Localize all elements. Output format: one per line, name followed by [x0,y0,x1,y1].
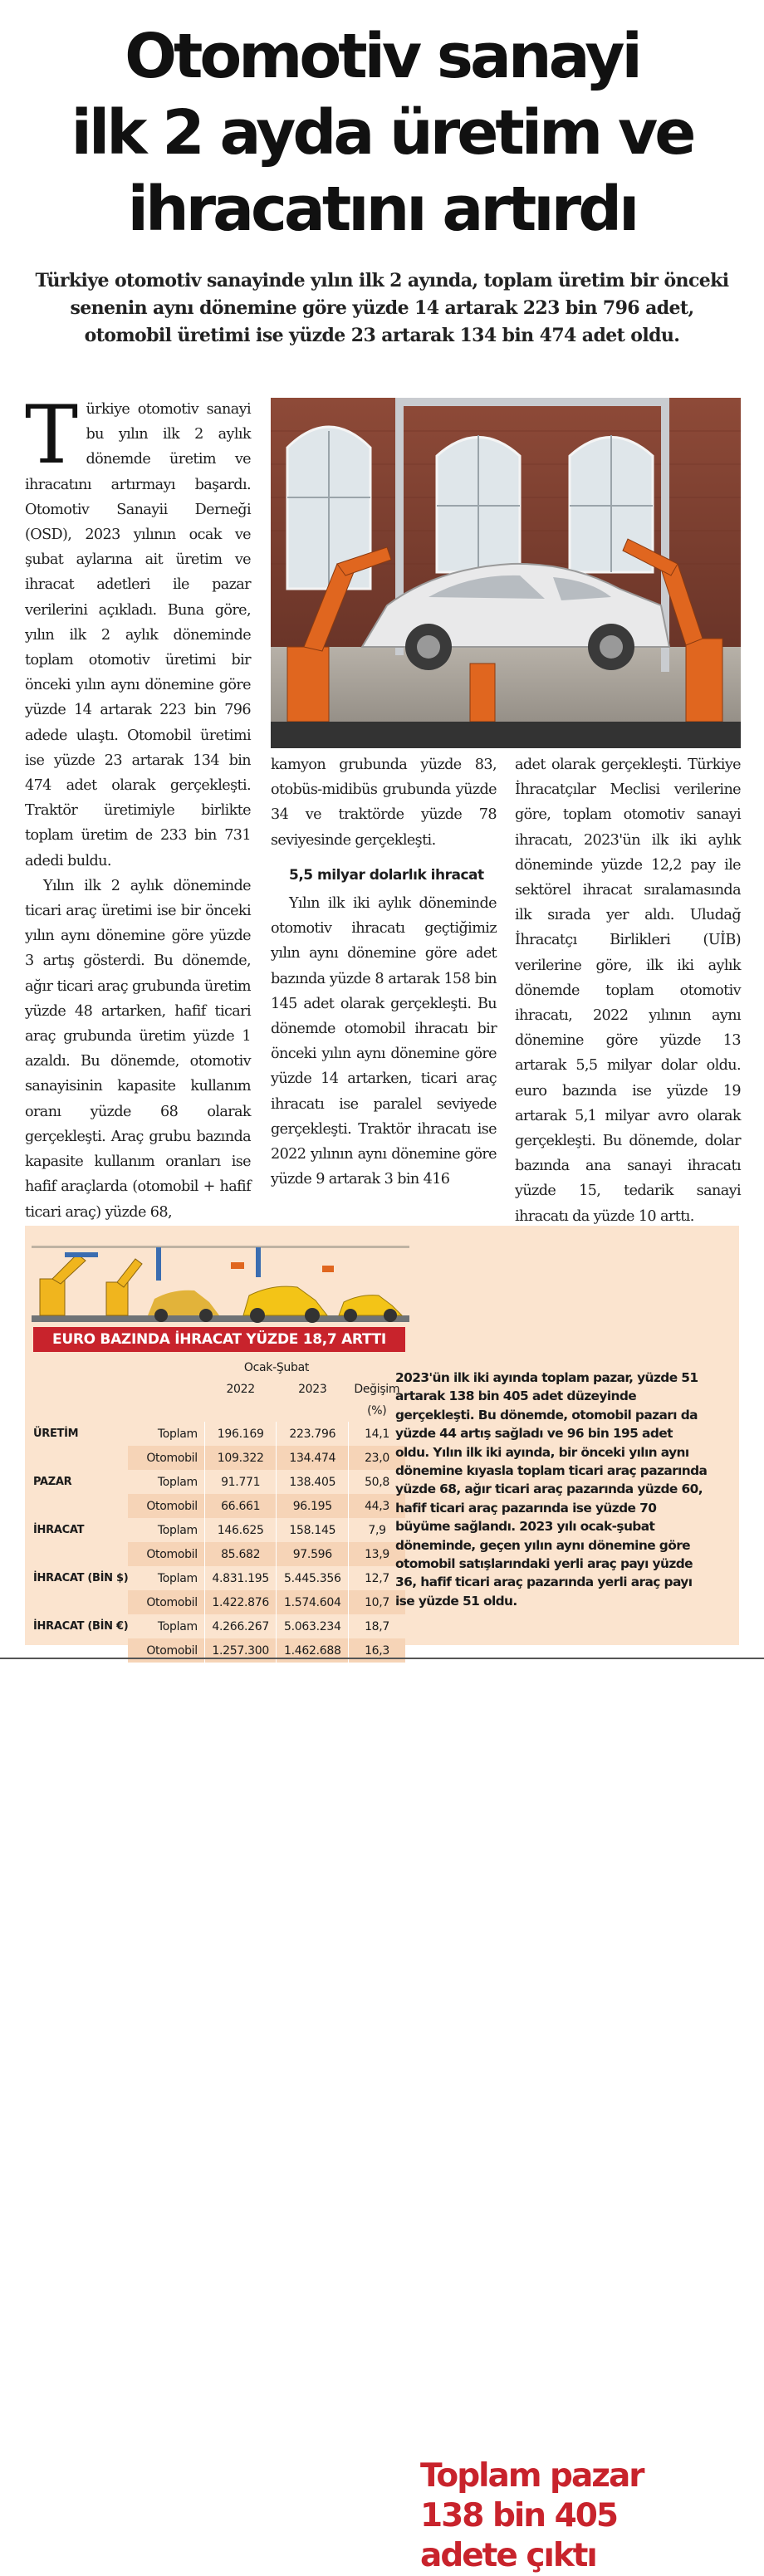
row-group-label: İHRACAT (BİN €) [33,1620,129,1633]
article-column-2 [271,752,497,1192]
row-group-label: ÜRETİM [33,1428,79,1440]
value-change: 12,7 [349,1566,405,1590]
value-2023: 1.462.688 [277,1638,349,1663]
row-sub-label: Toplam [157,1571,198,1585]
value-2022: 4.266.267 [204,1614,277,1638]
value-2022: 1.257.300 [204,1638,277,1663]
value-2023: 5.063.234 [277,1614,349,1638]
value-2022: 196.169 [204,1422,277,1446]
value-change: 10,7 [349,1590,405,1614]
table-header-period [33,1357,405,1379]
headline-line-3: ihracatını artırdı [127,174,637,245]
paragraph-1-text: ürkiye otomotiv sanayi bu yılın ilk 2 aylık dönemde üretim ve ihracatını artırmayı başardı. Otomotiv Sanayii Derneği (OSD), 2023 yılının ocak ve şubat aylarına ait üretim ve ihracat adetleri ile pazar verilerini açıkladı. Buna göre, yılın ilk 2 aylık döneminde toplam otomotiv üretimi bir önceki yılın aynı dönemine göre yüzde 14 artarak 223 bin 796 adede ulaştı. Otomobil üretimi ise yüzde 23 artarak 134 bin 474 adet olarak gerçekleşti. Traktör üretimiyle birlikte toplam üretim de 233 bin 731 adedi buldu. [25,401,251,869]
row-sub-label: Otomobil [128,1542,204,1566]
table-row [33,1590,405,1614]
row-group-label [33,1494,128,1518]
paragraph-4: Yılın ilk iki aylık döneminde otomotiv ihracatı geçtiğimiz yılın aynı dönemine göre adet bazında yüzde 8 artarak 158 bin 145 adet olarak gerçekleşti. Bu dönemde otomobil ihracatı bir önceki yılın aynı dönemine göre yüzde 14 artarken, ticari araç ihracatı ise paralel seviyede gerçekleşti. Traktör ihracatı ise 2022 yılının aynı dönemine göre yüzde 9 artarak 3 bin 416 [271,895,497,1188]
value-2023: 96.195 [277,1494,349,1518]
value-change: 18,7 [349,1614,405,1638]
row-sub-label: Toplam [157,1475,198,1489]
subheading-export: 5,5 milyar dolarlık ihracat [289,866,484,884]
row-sub-label: Otomobil [128,1590,204,1614]
value-2023: 1.574.604 [277,1590,349,1614]
value-change: 44,3 [349,1494,405,1518]
sidebar-title-line-1: Toplam pazar [420,2457,644,2495]
value-change: 13,9 [349,1542,405,1566]
row-sub-label: Toplam [157,1523,198,1537]
article-column-3 [515,752,741,1229]
row-sub-label: Toplam [157,1427,198,1441]
paragraph-3: kamyon grubunda yüzde 83, otobüs-midibüs grubunda yüzde 34 ve traktörde yüzde 78 seviyesinde gerçekleşti. [271,757,497,849]
value-2022: 146.625 [204,1518,277,1542]
period-label: Ocak-Şubat [243,1361,310,1374]
value-2023: 134.474 [277,1446,349,1470]
row-group-label: İHRACAT [33,1524,85,1536]
value-2023: 158.145 [277,1518,349,1542]
value-2022: 1.422.876 [204,1590,277,1614]
sidebar-title [420,2456,736,2576]
row-sub-label: Otomobil [128,1446,204,1470]
row-sub-label: Otomobil [128,1638,204,1663]
deck-summary: Türkiye otomotiv sanayinde yılın ilk 2 ayında, toplam üretim bir önceki senenin aynı dönemine göre yüzde 14 artarak 223 bin 796 adet, otomobil üretimi ise yüzde 23 artarak 134 bin 474 adet oldu. [35,270,729,346]
table-row [33,1566,405,1590]
table-row [33,1422,405,1446]
table-header-years [33,1379,405,1400]
value-2023: 138.405 [277,1470,349,1494]
assembly-line-illustration [32,1229,409,1330]
value-change: 16,3 [349,1638,405,1663]
paragraph-2: Yılın ilk 2 aylık döneminde ticari araç üretimi ise bir önceki yılın aynı dönemine göre yüzde 3 artış gösterdi. Bu dönemde, ağır ticari araç grubunda üretim yüzde 48 artarken, hafif ticari araç grubunda üretim yüzde 1 azaldı. Bu dönemde, otomotiv sanayisinin kapasite kullanım oranı yüzde 68 olarak gerçekleşti. Araç grubu bazında kapasite kullanım oranları ise hafif araçlarda (otomobil + hafif ticari araç) yüzde 68, [25,877,251,1221]
value-2022: 91.771 [204,1470,277,1494]
page-divider [0,1658,764,1659]
value-2022: 109.322 [204,1446,277,1470]
paragraph-5: adet olarak gerçekleşti. Türkiye İhracatçılar Meclisi verilerine göre, toplam otomotiv sanayi ihracatı, 2023'ün ilk iki aylık döneminde yüzde 12,2 pay ile sektörel ihracat sıralamasında ilk sırada yer aldı. Uludağ İhracatçı Birlikleri (UİB) verilerine göre, ilk iki aylık dönemde toplam otomotiv ihracatı, 2022 yılının aynı dönemine göre yüzde 13 artarak 5,5 milyar dolar oldu. euro bazında ise yüzde 19 artarak 5,1 milyar avro olarak gerçekleşti. Bu dönemde, dolar bazında ana sanayi ihracatı yüzde 15, tedarik sanayi ihracatı da yüzde 10 arttı. [515,757,741,1225]
col-2023: 2023 [298,1383,327,1396]
table-row [33,1518,405,1542]
headline-line-2: ilk 2 ayda üretim ve [71,97,693,169]
col-2022: 2022 [226,1383,255,1396]
value-2022: 66.661 [204,1494,277,1518]
table-header-unit [33,1400,405,1422]
row-group-label: PAZAR [33,1476,72,1488]
col-change: Değişim [354,1383,400,1396]
table-row [33,1446,405,1470]
table-banner: EURO BAZINDA İHRACAT YÜZDE 18,7 ARTTI [33,1327,405,1352]
row-sub-label: Otomobil [128,1494,204,1518]
table-row [33,1542,405,1566]
factory-robot-photo [271,398,741,748]
stats-table [33,1357,405,1663]
value-2023: 5.445.356 [277,1566,349,1590]
value-change: 23,0 [349,1446,405,1470]
paragraph-1 [25,389,251,874]
value-2023: 223.796 [277,1422,349,1446]
value-change: 14,1 [349,1422,405,1446]
value-2022: 85.682 [204,1542,277,1566]
col-change-unit: (%) [367,1404,387,1418]
value-change: 50,8 [349,1470,405,1494]
sidebar-title-line-2: 138 bin 405 [420,2497,618,2534]
value-2023: 97.596 [277,1542,349,1566]
sidebar-text: 2023'ün ilk iki ayında toplam pazar, yüzde 51 artarak 138 bin 405 adet düzeyinde gerçekleşti. Bu dönemde, otomobil pazarı da yüzde 44 artış sağladı ve 96 bin 195 adet oldu. Yılın ilk iki ayında, bir önceki yılın aynı dönemine kıyasla toplam ticari araç pazarında yüzde 68, ağır ticari araç pazarında yüzde 60, hafif ticari araç pazarında ise yüzde 70 büyüme sağlandı. 2023 yılı ocak-şubat döneminde, geçen yılın aynı dönemine göre otomobil satışlarındaki yerli araç payı yüzde 36, hafif ticari araç pazarında yerli araç payı ise yüzde 51 oldu. [395,1370,708,1609]
headline-line-1: Otomotiv sanayi [125,21,639,92]
row-group-label: İHRACAT (BİN $) [33,1572,129,1584]
table-row [33,1470,405,1494]
headline [17,18,747,247]
row-sub-label: Toplam [157,1619,198,1633]
sidebar-title-line-3: adete çıktı [420,2537,596,2574]
value-2022: 4.831.195 [204,1566,277,1590]
table-row [33,1494,405,1518]
table-row [33,1614,405,1638]
row-group-label [33,1446,128,1470]
car-assembly-illustration [271,398,741,748]
row-group-label [33,1542,128,1566]
article-column-1 [25,389,251,1225]
row-group-label [33,1590,128,1614]
value-change: 7,9 [349,1518,405,1542]
drop-cap: T [25,389,78,482]
